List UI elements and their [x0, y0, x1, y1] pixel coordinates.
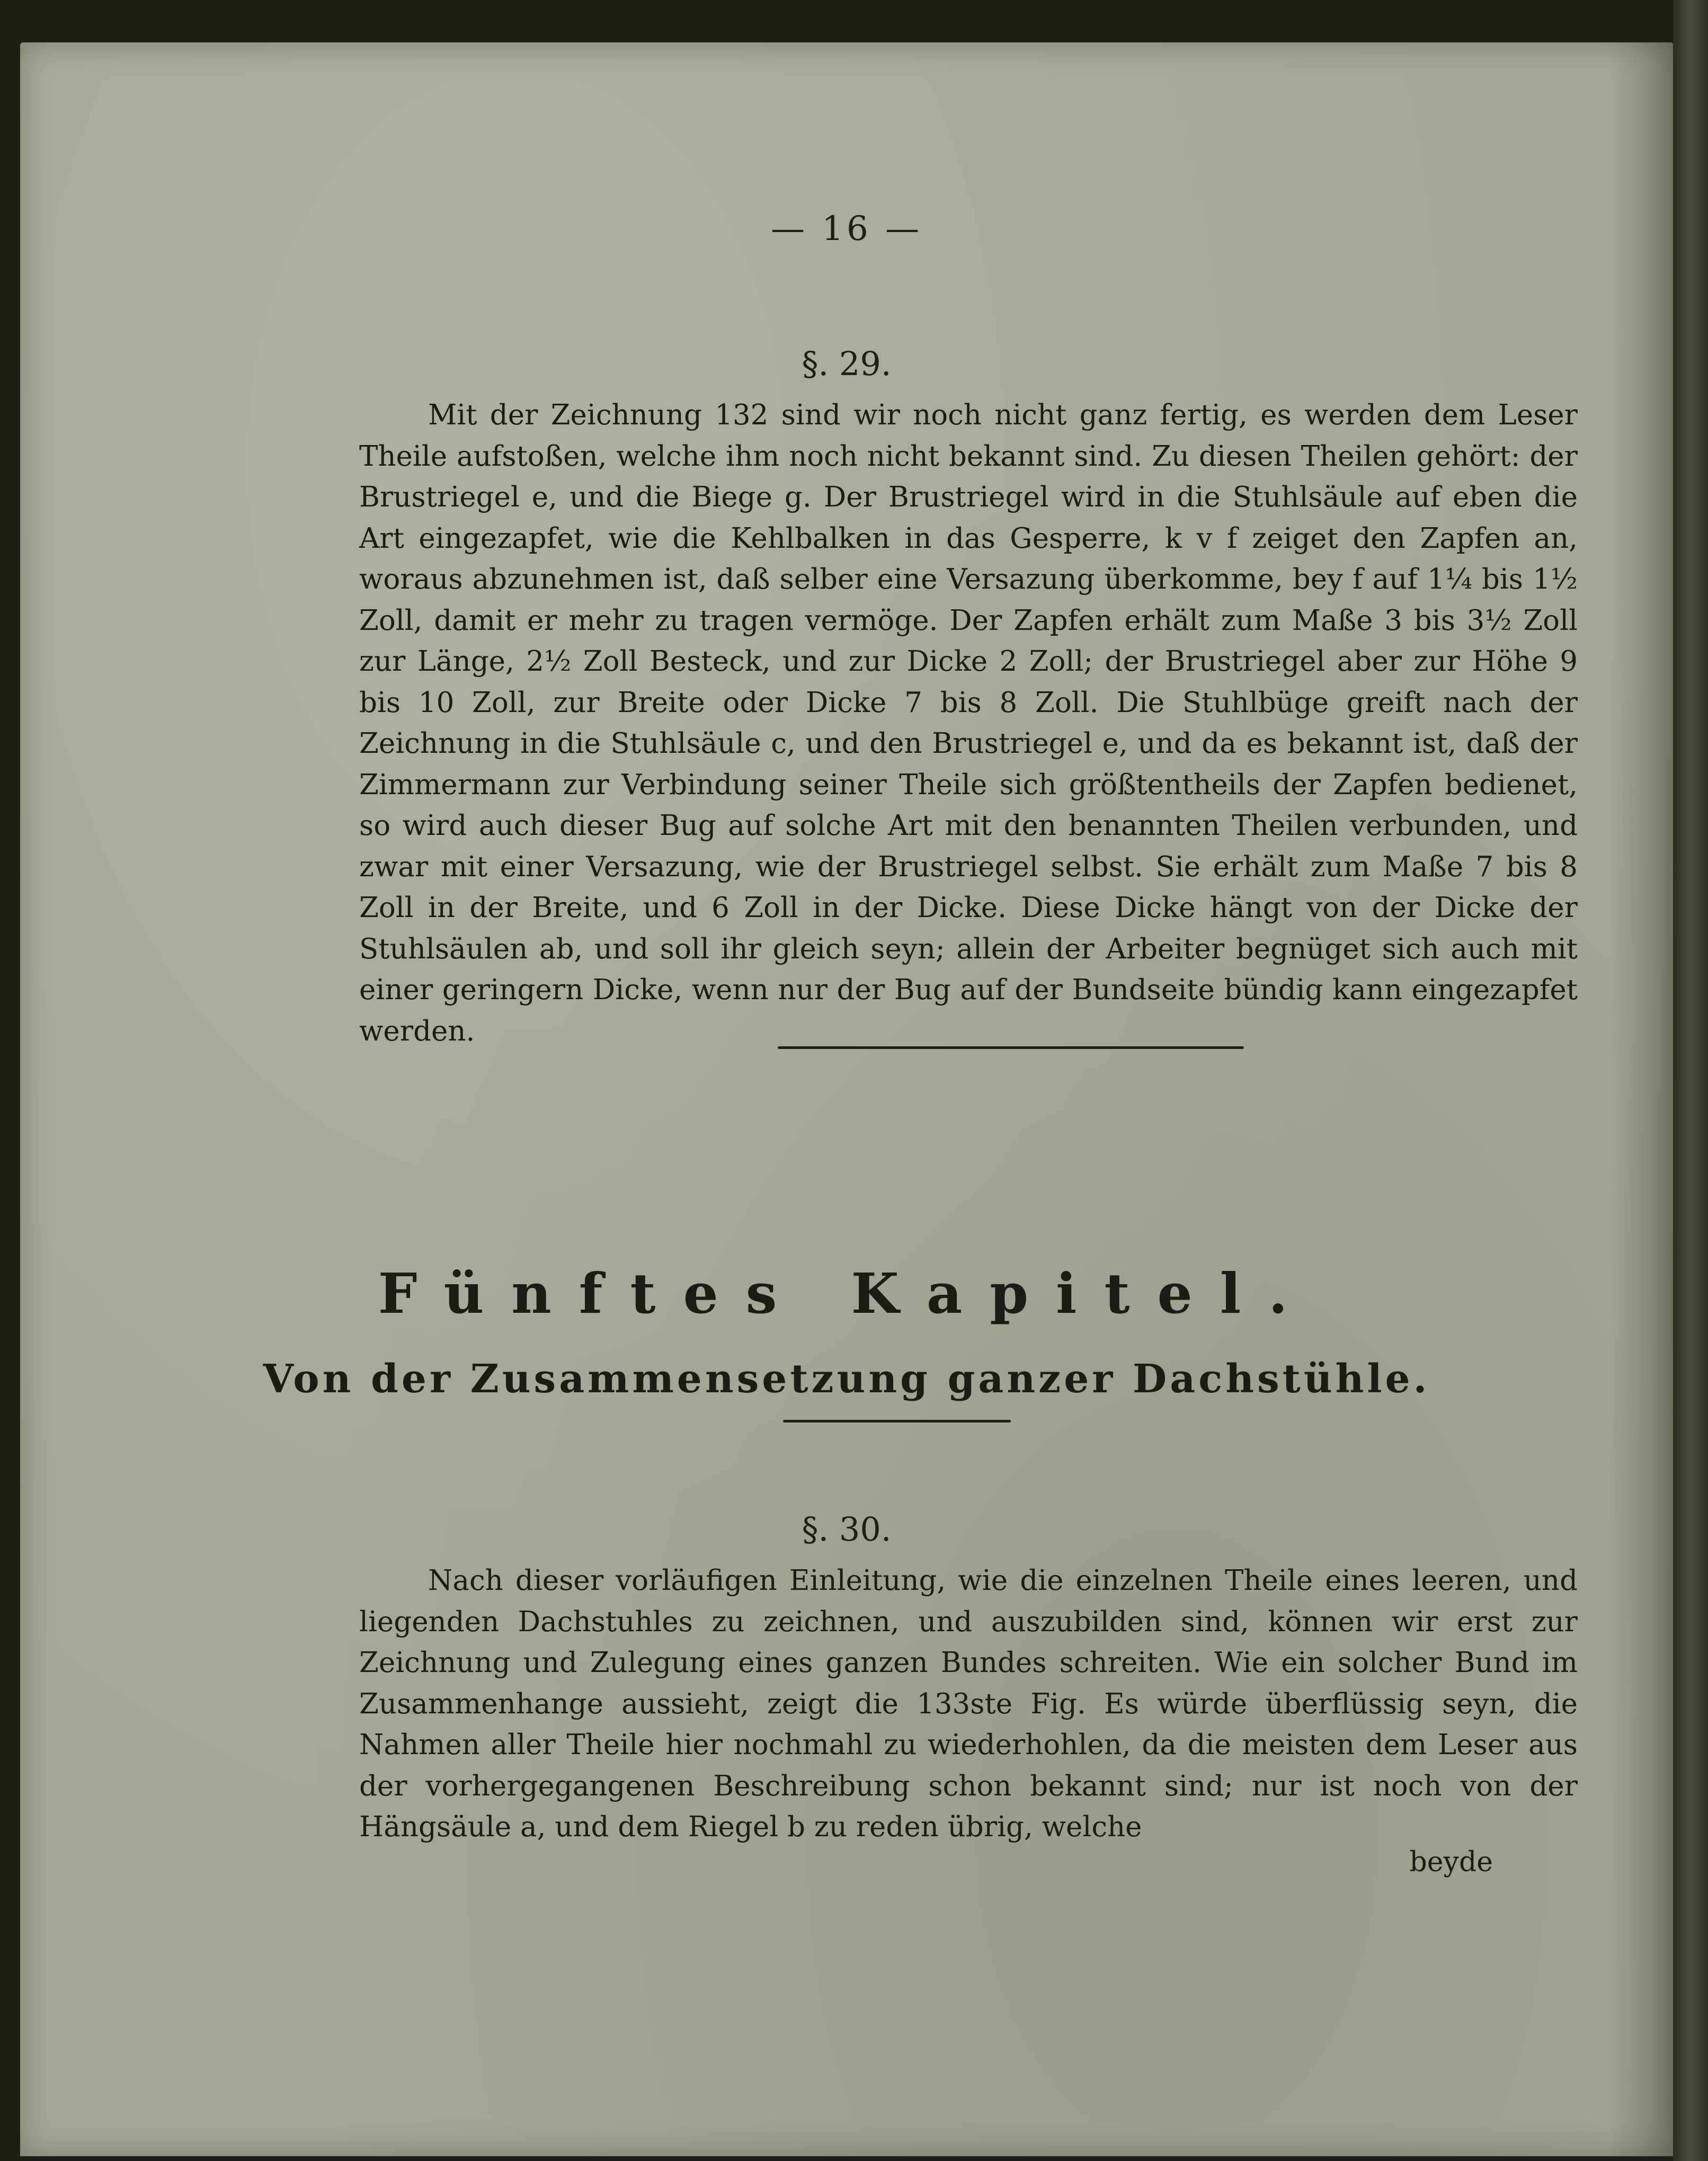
- section-29-paragraph: Mit der Zeichnung 132 sind wir noch nicht ganz fertig, es werden dem Leser Theile aufstoßen, welche ihm noch nicht bekannt sind. Zu diesen Theilen gehört: der Brustriegel e, und die Biege g. Der Brustriegel wird in die Stuhlsäule auf eben die Art eingezapfet, wie die Kehlbalken in das Gesperre, k v f zeiget den Zapfen an, woraus abzunehmen ist, daß selber eine Versazung überkomme, bey f auf 1¼ bis 1½ Zoll, damit er mehr zu tragen vermöge. Der Zapfen erhält zum Maße 3 bis 3½ Zoll zur Länge, 2½ Zoll Besteck, und zur Dicke 2 Zoll; der Brustriegel aber zur Höhe 9 bis 10 Zoll, zur Breite oder Dicke 7 bis 8 Zoll. Die Stuhlbüge greift nach der Zeichnung in die Stuhlsäule c, und den Brustriegel e, und da es bekannt ist, daß der Zimmermann zur Verbindung seiner Theile sich größtentheils der Zapfen bedienet, so wird auch dieser Bug auf solche Art mit den benannten Theilen verbunden, und zwar mit einer Versazung, wie der Brustriegel selbst. Sie erhält zum Maße 7 bis 8 Zoll in der Breite, und 6 Zoll in der Dicke. Diese Dicke hängt von der Dicke der Stuhlsäulen ab, und soll ihr gleich seyn; allein der Arbeiter begnüget sich auch mit einer geringern Dicke, wenn nur der Bug auf der Bundseite bündig kann eingezapfet werden.: [359, 399, 1578, 1047]
- section-29-heading: §. 29.: [802, 344, 892, 383]
- section-30-paragraph: Nach dieser vorläufigen Einleitung, wie die einzelnen Theile eines leeren, und liegenden Dachstuhles zu zeichnen, und auszubilden sind, können wir erst zur Zeichnung und Zulegung eines ganzen Bundes schreiten. Wie ein solcher Bund im Zusammenhange aussieht, zeigt die 133ste Fig. Es würde überflüssig seyn, die Nahmen aller Theile hier nochmahl zu wiederhohlen, da die meisten dem Leser aus der vorhergegangenen Beschreibung schon bekannt sind; nur ist noch von der Hängsäule a, und dem Riegel b zu reden übrig, welche: [359, 1564, 1578, 1843]
- page-number: — 16 —: [770, 209, 923, 248]
- book-page: [20, 42, 1673, 2156]
- book-gutter: [1673, 0, 1708, 2161]
- section-divider-rule: [778, 1046, 1244, 1049]
- section-30-heading: §. 30.: [802, 1510, 892, 1549]
- catchword: beyde: [1409, 1846, 1493, 1878]
- chapter-subtitle: Von der Zusammensetzung ganzer Dachstühle.: [263, 1356, 1430, 1402]
- chapter-title: Fünftes Kapitel.: [378, 1261, 1315, 1326]
- chapter-divider-rule: [783, 1420, 1011, 1422]
